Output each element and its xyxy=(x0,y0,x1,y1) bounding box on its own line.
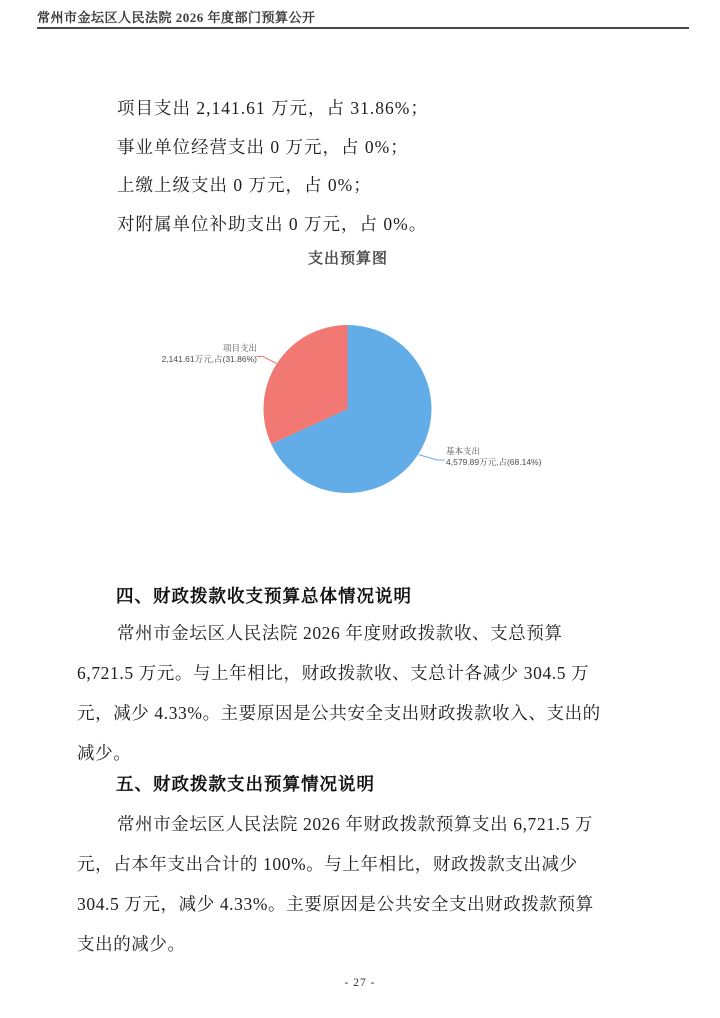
summary-line-operating: 事业单位经营支出 0 万元，占 0%； xyxy=(117,137,409,157)
summary-line-upper: 上缴上级支出 0 万元，占 0%； xyxy=(117,175,372,195)
section4-line-1: 常州市金坛区人民法院 2026 年度财政拨款收、支总预算 xyxy=(117,623,563,643)
header-rule xyxy=(37,27,689,29)
section4-line-2: 6,721.5 万元。与上年相比，财政拨款收、支总计各减少 304.5 万 xyxy=(77,663,590,683)
pie-slices xyxy=(263,325,431,493)
leader-line-basic xyxy=(419,455,445,460)
section4-line-4: 减少。 xyxy=(77,743,132,763)
section4-line-3: 元，减少 4.33%。主要原因是公共安全支出财政拨款收入、支出的 xyxy=(77,703,601,723)
section5-line-4: 支出的减少。 xyxy=(77,934,186,954)
pie-label-project-value: 2,141.61万元,占(31.86%) xyxy=(161,354,257,364)
pie-label-basic-name: 基本支出 xyxy=(446,446,481,456)
page-number: - 27 - xyxy=(344,977,376,989)
leader-line-project xyxy=(257,357,277,364)
section4-heading: 四、财政拨款收支预算总体情况说明 xyxy=(116,586,412,606)
section5-heading: 五、财政拨款支出预算情况说明 xyxy=(116,774,375,794)
pie-label-basic xyxy=(446,446,541,468)
summary-line-subsidy: 对附属单位补助支出 0 万元，占 0%。 xyxy=(117,214,428,234)
section5-line-2: 元，占本年支出合计的 100%。与上年相比，财政拨款支出减少 xyxy=(77,854,578,874)
summary-line-project: 项目支出 2,141.61 万元，占 31.86%； xyxy=(117,98,429,118)
page-header-title: 常州市金坛区人民法院 2026 年度部门预算公开 xyxy=(37,10,316,25)
chart-title: 支出预算图 xyxy=(307,250,388,267)
pie-label-project-name: 项目支出 xyxy=(222,343,257,353)
section5-line-3: 304.5 万元，减少 4.33%。主要原因是公共安全支出财政拨款预算 xyxy=(77,894,594,914)
pie-label-project xyxy=(130,343,257,365)
section5-line-1: 常州市金坛区人民法院 2026 年财政拨款预算支出 6,721.5 万 xyxy=(117,814,593,834)
pie-label-basic-value: 4,579.89万元,占(68.14%) xyxy=(446,457,542,467)
